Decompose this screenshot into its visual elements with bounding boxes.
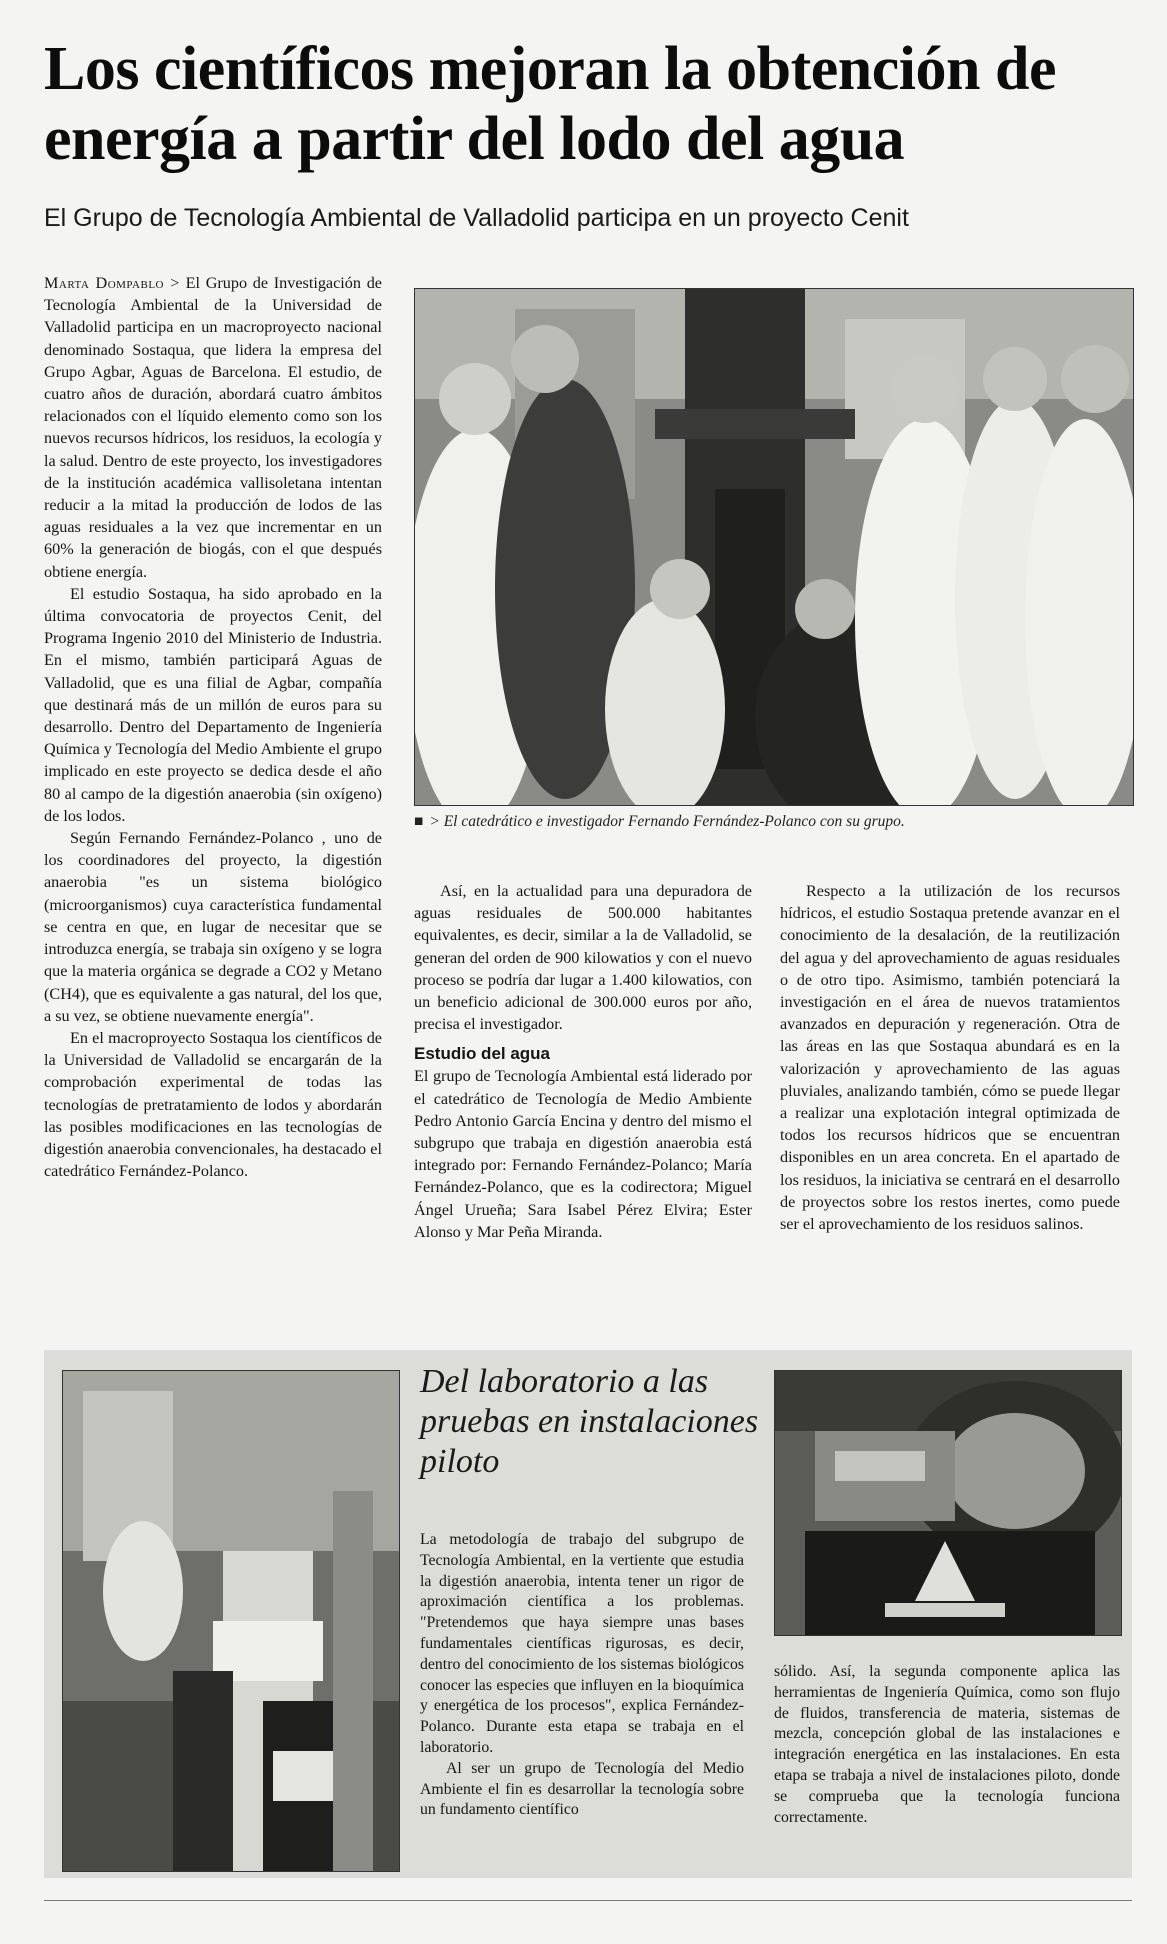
article-paragraph: Respecto a la utilización de los recursos hídricos, el estudio Sostaqua pretende avanzar en el conocimiento de la desalación, de la reutilización del agua y del aprovechamiento de aguas residuales o de otro tipo. Asimismo, también potenciará la investigación en el área de nuevos tratamientos avanzados en depuración y regeneración. Otra de las áreas en las que Sostaqua abundará es en la valorización y aprovechamiento de las aguas pluviales, analizando también, cómo se puede llegar a realizar una explotación integral optimizada de todos los recursos hídricos que se encuentran disponibles en un area concreta. En el apartado de los residuos, la iniciativa se centrará en el desarrollo de proyectos sobre los restos inertes, como puede ser el aprovechamiento de los residuos salinos. — [780, 882, 1120, 1234]
article-column-1 — [44, 272, 382, 1182]
headline: Los científicos mejoran la obtención de energía a partir del lodo del agua — [44, 35, 1057, 173]
photo-caption: ■ > El catedrático e investigador Fernando Fernández-Polanco con su grupo. — [414, 813, 905, 830]
bottom-rule — [44, 1900, 1132, 1901]
article-paragraph: El grupo de Tecnología Ambiental está liderado por el catedrático de Tecnología de Medio Ambiente Pedro Antonio García Encina y dentro del mismo el subgrupo que trabaja en digestión anaerobia está integrado por: Fernando Fernández-Polanco; María Fernández-Polanco, que es la codirectora; Miguel Ángel Urueña; Sara Isabel Pérez Elvira; Ester Alonso y Mar Peña Miranda. — [414, 1067, 752, 1241]
sidebar-paragraph: La metodología de trabajo del subgrupo de Tecnología Ambiental, en la vertiente que estudia la digestión anaerobia, intenta tener un rigor de aproximación científica a los problemas. "Pretendemos que haya siempre unas bases fundamentales científicas rigurosas, es decir, dentro del conocimiento de los sistemas biológicos conocer las especies que influyen en la bioquímica y energética de los procesos", explica Fernández-Polanco. Durante esta etapa se trabaja en el laboratorio. — [420, 1531, 744, 1756]
article-paragraph: Según Fernando Fernández-Polanco , uno de los coordinadores del proyecto, la digestión anaerobia "es un sistema biológico (microorganismos) cuya característica fundamental se centra en que, en lugar de necesitar que se introduzca energía, se trabaja sin oxígeno y se logra que la materia orgánica se degrade a CO2 y Metano (CH4), que es equivalente a gas natural, del los que, a su vez, se obtiene nuevamente energía". — [44, 829, 382, 1025]
sidebar-paragraph: sólido. Así, la segunda componente aplica las herramientas de Ingeniería Química, como son flujo de fluidos, transferencia de materia, sistemas de mezcla, concepción global de las instalaciones e integración energética en las instalaciones. En esta etapa se trabaja a nivel de instalaciones piloto, donde se comprueba que la tecnología funciona correctamente. — [774, 1663, 1120, 1826]
section-heading: Estudio del agua — [414, 1044, 551, 1064]
sidebar-title: Del laboratorio a las pruebas en instalaciones piloto — [420, 1363, 759, 1480]
article-paragraph: Así, en la actualidad para una depuradora de aguas residuales de 500.000 habitantes equivalentes, es decir, similar a la de Valladolid, se generan del orden de 900 kilowatios y con el nuevo proceso se podría dar lugar a 1.400 kilowatios, con un beneficio adicional de 300.000 euros por año, precisa el investigador. — [414, 882, 752, 1034]
byline: Marta Dompablo > — [44, 274, 180, 292]
article-paragraph: El estudio Sostaqua, ha sido aprobado en la última convocatoria de proyectos Cenit, del Programa Ingenio 2010 del Ministerio de Industria. En el mismo, también participará Aguas de Valladolid, que es una filial de Agbar, compañía que destinará más de un millón de euros para su desarrollo. Dentro del Departamento de Ingeniería Química y Tecnología del Medio Ambiente el grupo implicado en este proyecto se dedica desde el año 80 al campo de la digestión anaerobia (sin oxígeno) de los lodos. — [44, 584, 382, 825]
research-group-photo — [414, 288, 1134, 806]
article-paragraph: Marta Dompablo > El Grupo de Investigación de Tecnología Ambiental de la Universidad de Valladolid participa en un macroproyecto nacional denominado Sostaqua, que lidera la empresa del Grupo Agbar, Aguas de Barcelona. El estudio, de cuatro años de duración, abordará cuatro ámbitos relacionados con el líquido elemento como son los nuevos recursos hídricos, los residuos, la ecología y la salud. Dentro de este proyecto, los investigadores de la institución académica vallisoletana intentan reducir a la mitad la producción de lodos de las aguas residuales a la vez que incrementar en un 60% la generación de biogás, con el que después obtiene energía. — [44, 274, 382, 581]
sidebar-column-2 — [774, 1662, 1120, 1828]
article-column-3 — [780, 880, 1120, 1235]
subheadline: El Grupo de Tecnología Ambiental de Valladolid participa en un proyecto Cenit — [44, 204, 909, 232]
sidebar-column-1 — [420, 1530, 744, 1821]
article-column-2 — [414, 880, 752, 1243]
laboratory-bottles-photo — [62, 1370, 400, 1872]
article-paragraph: En el macroproyecto Sostaqua los científicos de la Universidad de Valladolid se encargarán de la comprobación experimental de todas las tecnologías de pretratamiento de lodos y abordarán las posibles modificaciones en las tecnologías de digestión anaerobia convencionales, ha destacado el catedrático Fernández-Polanco. — [44, 1028, 382, 1181]
sidebar-paragraph: Al ser un grupo de Tecnología del Medio Ambiente el fin es desarrollar la tecnología sobre un fundamento científico — [420, 1759, 744, 1819]
pilot-plant-photo — [774, 1370, 1122, 1636]
